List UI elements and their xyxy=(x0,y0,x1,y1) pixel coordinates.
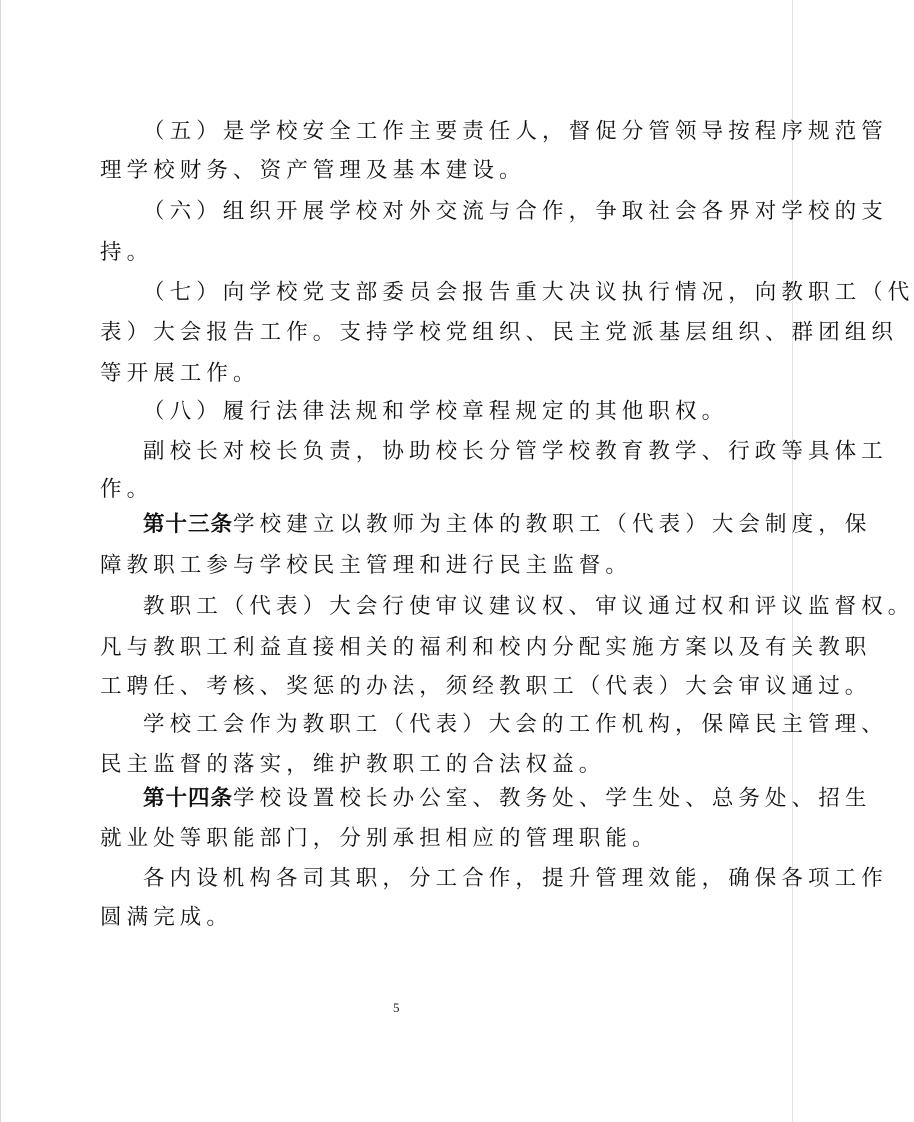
paragraph-line: （七）向学校党支部委员会报告重大决议执行情况，向教职工（代 xyxy=(143,280,914,305)
article-number: 第十四条 xyxy=(143,786,234,811)
article-heading-line xyxy=(143,786,871,812)
paragraph-line: （五）是学校安全工作主要责任人，督促分管领导按程序规范管 xyxy=(143,119,888,144)
paragraph-line: 民主监督的落实，维护教职工的合法权益。 xyxy=(100,752,606,777)
article-text: 学校建立以教师为主体的教职工（代表）大会制度，保 xyxy=(233,512,872,537)
paragraph-line: 就业处等职能部门，分别承担相应的管理职能。 xyxy=(100,826,659,851)
paragraph-line: 等开展工作。 xyxy=(100,361,260,386)
paragraph-line: 障教职工参与学校民主管理和进行民主监督。 xyxy=(100,553,633,578)
paragraph-line: （六）组织开展学校对外交流与合作，争取社会各界对学校的支 xyxy=(143,199,888,224)
paragraph-line: 凡与教职工利益直接相关的福利和校内分配实施方案以及有关教职 xyxy=(100,635,872,660)
paragraph-line: 副校长对校长负责，协助校长分管学校教育教学、行政等具体工 xyxy=(143,439,888,464)
paragraph-line: 理学校财务、资产管理及基本建设。 xyxy=(100,158,526,183)
paragraph-line: 工聘任、考核、奖惩的办法，须经教职工（代表）大会审议通过。 xyxy=(100,674,872,699)
article-heading-line xyxy=(143,512,871,538)
paragraph-line: 作。 xyxy=(100,477,154,502)
article-text: 学校设置校长办公室、教务处、学生处、总务处、招生 xyxy=(233,786,872,811)
paragraph-line: 持。 xyxy=(100,240,154,265)
paragraph-line: 学校工会作为教职工（代表）大会的工作机构，保障民主管理、 xyxy=(143,712,888,737)
paragraph-line: 各内设机构各司其职，分工合作，提升管理效能，确保各项工作 xyxy=(143,866,888,891)
paragraph-line: 圆满完成。 xyxy=(100,905,234,930)
paragraph-line: 表）大会报告工作。支持学校党组织、民主党派基层组织、群团组织 xyxy=(100,320,899,345)
paragraph-line: （八）履行法律法规和学校章程规定的其他职权。 xyxy=(143,399,729,424)
page-number: 5 xyxy=(393,1000,400,1015)
article-number: 第十三条 xyxy=(143,512,234,537)
paragraph-line: 教职工（代表）大会行使审议建议权、审议通过权和评议监督权。 xyxy=(143,594,914,619)
